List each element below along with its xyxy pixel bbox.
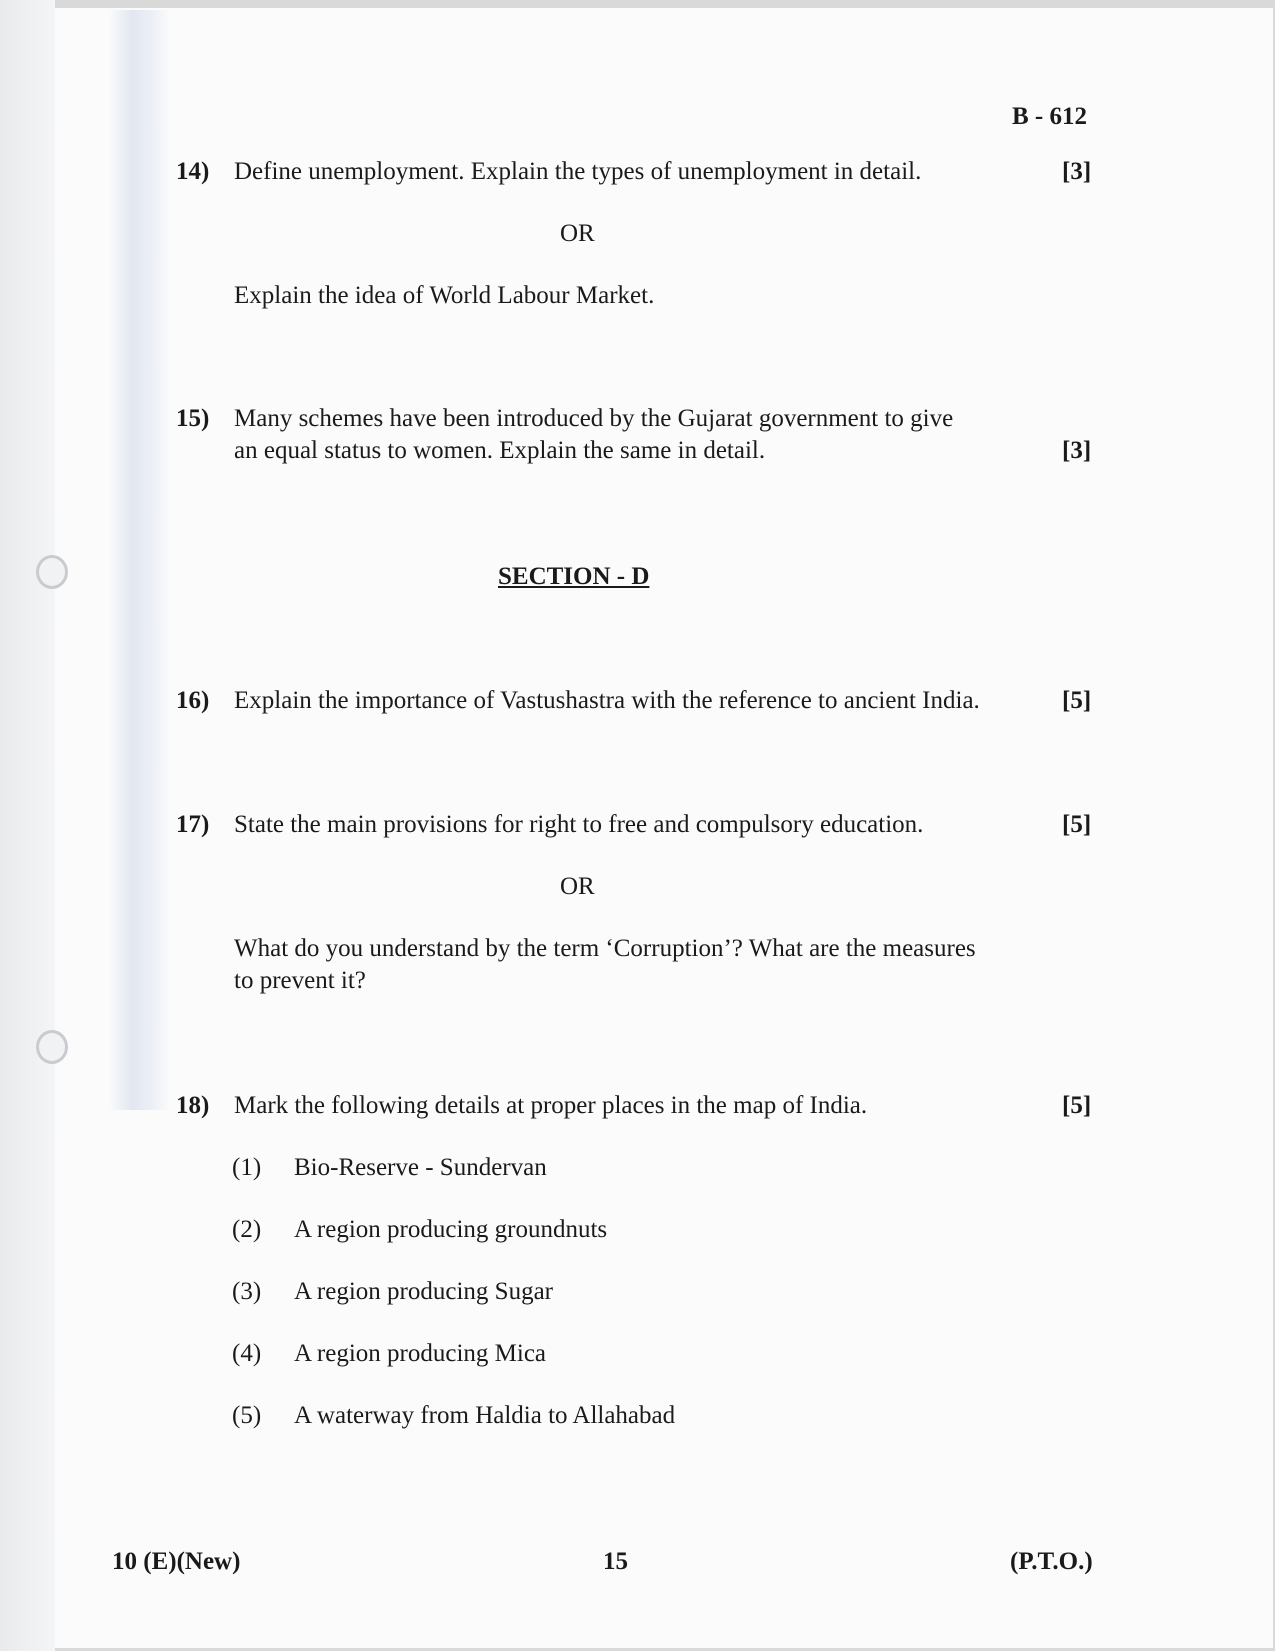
- list-item: Bio-Reserve - Sundervan: [294, 1154, 547, 1181]
- question-number: 15): [176, 405, 210, 432]
- pto-note: (P.T.O.): [1010, 1548, 1093, 1575]
- page-number: 15: [603, 1548, 628, 1575]
- question-number: 14): [176, 158, 210, 185]
- question-text: Many schemes have been introduced by the Gujarat government to give: [234, 405, 954, 432]
- list-item-number: (1): [232, 1154, 262, 1181]
- or-separator: OR: [560, 873, 595, 900]
- list-item: A region producing groundnuts: [294, 1216, 608, 1243]
- section-heading: SECTION - D: [498, 563, 650, 590]
- marks: [3]: [1062, 437, 1092, 464]
- scan-edge: [0, 0, 55, 1651]
- question-text: State the main provisions for right to free and compulsory education.: [234, 811, 924, 838]
- alternative-question-cont: to prevent it?: [234, 967, 366, 994]
- or-separator: OR: [560, 220, 595, 247]
- question-number: 17): [176, 811, 210, 838]
- question-number: 18): [176, 1092, 210, 1119]
- question-text: Explain the importance of Vastushastra with the reference to ancient India.: [234, 687, 980, 714]
- punch-hole-icon: [36, 555, 68, 589]
- list-item: A region producing Mica: [294, 1340, 547, 1367]
- list-item-number: (3): [232, 1278, 262, 1305]
- list-item-number: (5): [232, 1402, 262, 1429]
- alternative-question: What do you understand by the term ‘Corruption’? What are the measures: [234, 935, 976, 962]
- question-text: Mark the following details at proper places in the map of India.: [234, 1092, 868, 1119]
- list-item-number: (4): [232, 1340, 262, 1367]
- marks: [5]: [1062, 687, 1092, 714]
- alternative-question: Explain the idea of World Labour Market.: [234, 282, 655, 309]
- marks: [3]: [1062, 158, 1092, 185]
- question-text-cont: an equal status to women. Explain the same in detail.: [234, 437, 766, 464]
- punch-hole-icon: [36, 1030, 68, 1064]
- marks: [5]: [1062, 811, 1092, 838]
- marks: [5]: [1062, 1092, 1092, 1119]
- list-item-number: (2): [232, 1216, 262, 1243]
- question-text: Define unemployment. Explain the types of unemployment in detail.: [234, 158, 922, 185]
- binding-shadow: [108, 10, 170, 1110]
- list-item: A waterway from Haldia to Allahabad: [294, 1402, 676, 1429]
- question-number: 16): [176, 687, 210, 714]
- footer-paper-code: 10 (E)(New): [112, 1548, 241, 1575]
- page-code: B - 612: [1012, 103, 1087, 130]
- list-item: A region producing Sugar: [294, 1278, 553, 1305]
